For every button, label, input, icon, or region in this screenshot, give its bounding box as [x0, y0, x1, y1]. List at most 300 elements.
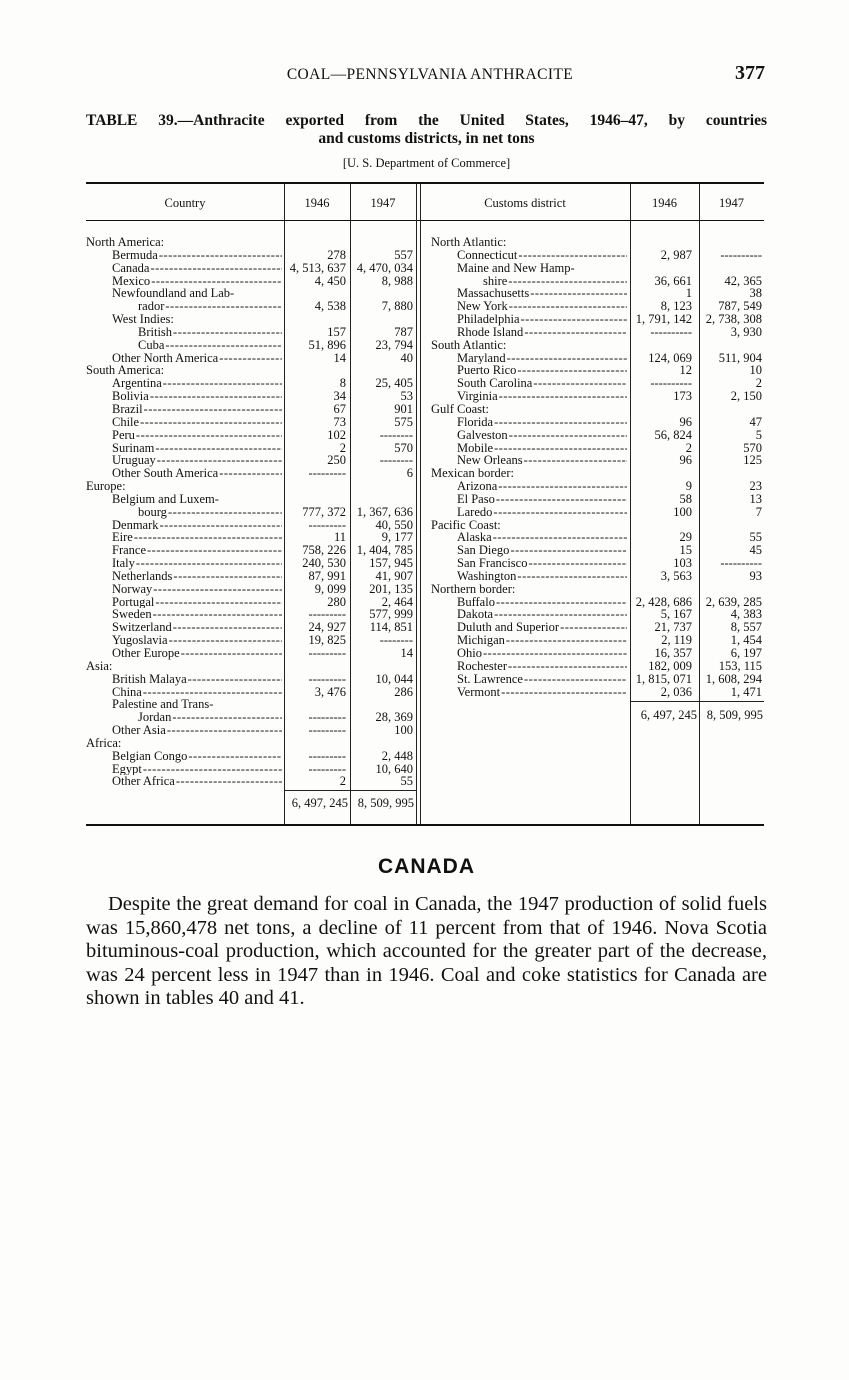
section-heading: CANADA: [378, 855, 475, 878]
table-top-rule: [86, 182, 764, 184]
country-value-1946: 9, 099: [314, 581, 346, 596]
country-value-1947: 157, 945: [369, 556, 413, 571]
country-row: [86, 377, 416, 390]
district-row: [431, 519, 764, 532]
country-value-1947: 6: [406, 466, 413, 481]
country-row: [86, 544, 416, 557]
district-label: Maryland -----: [457, 352, 627, 365]
district-label: Buffalo -----: [457, 596, 627, 609]
country-value-1946: 758, 226: [302, 543, 346, 558]
country-value-1946: 4, 538: [314, 299, 346, 314]
district-label: Laredo -----: [457, 506, 627, 519]
district-value-1947: 6, 197: [730, 646, 762, 660]
district-label: Philadelphia -----: [457, 313, 627, 326]
country-label: Mexico -----: [112, 275, 282, 288]
district-value-1946: 8, 123: [660, 299, 692, 314]
district-label: Massachusetts -----: [457, 287, 627, 300]
country-label: Jordan -----: [138, 711, 282, 724]
country-value-1947: 2, 464: [381, 594, 413, 609]
country-row: [86, 711, 416, 724]
country-row: [86, 236, 416, 249]
country-value-1947: --------: [379, 633, 413, 648]
country-value-1946: 11: [333, 530, 346, 545]
country-value-1946: 24, 927: [308, 620, 346, 635]
country-label: Other Asia -----: [112, 724, 282, 737]
district-label: Washington -----: [457, 570, 627, 583]
district-row: [431, 634, 764, 647]
country-value-1946: ---------: [308, 466, 346, 481]
district-label: Rhode Island -----: [457, 326, 627, 339]
district-value-1947: 1, 454: [730, 633, 762, 648]
district-row: [431, 454, 764, 467]
country-value-1946: 8: [339, 376, 346, 391]
district-value-1947: 13: [749, 491, 762, 506]
district-label: Mexican border:: [431, 467, 514, 481]
country-row: [86, 519, 416, 532]
district-value-1946: 21, 737: [654, 620, 692, 635]
country-label: British -----: [138, 326, 282, 339]
country-value-1947: 40, 550: [375, 517, 413, 532]
district-label: Rochester -----: [457, 660, 627, 673]
district-value-1946: 36, 661: [654, 273, 692, 288]
country-row: [86, 313, 416, 326]
country-label: Other Africa -----: [112, 775, 282, 788]
country-row: [86, 608, 416, 621]
district-value-1946: 2, 428, 686: [635, 594, 692, 609]
country-label: Europe:: [86, 480, 126, 493]
country-label: Africa:: [86, 736, 122, 750]
district-row: [431, 429, 764, 442]
district-value-1947: 5: [755, 427, 762, 442]
country-label: Cuba -----: [138, 339, 282, 352]
country-value-1947: 2, 448: [381, 748, 413, 763]
country-label: China -----: [112, 686, 282, 699]
country-value-1946: 14: [333, 350, 346, 365]
country-label: Uruguay -----: [112, 454, 282, 467]
country-value-1946: 2: [339, 774, 346, 789]
country-row: [86, 403, 416, 416]
country-row: [86, 300, 416, 313]
country-value-1947: 23, 794: [375, 337, 413, 352]
district-value-1946: 1, 791, 142: [635, 312, 692, 327]
country-label: Yugoslavia -----: [112, 634, 282, 647]
district-rows: [431, 236, 764, 698]
district-row: [431, 596, 764, 609]
district-value-1947: 23: [749, 479, 762, 494]
country-value-1947: 14: [400, 646, 413, 660]
column-divider: [416, 184, 417, 824]
country-label: rador -----: [138, 300, 282, 313]
district-label: North Atlantic:: [431, 236, 507, 249]
country-row: [86, 621, 416, 634]
country-row: [86, 647, 416, 660]
district-value-1947: 8, 557: [730, 620, 762, 635]
district-label: South Atlantic:: [431, 338, 507, 352]
district-label: South Carolina -----: [457, 377, 627, 390]
country-label: Argentina -----: [112, 377, 282, 390]
country-value-1947: 55: [400, 774, 413, 789]
country-value-1946: 4, 513, 637: [289, 260, 346, 275]
country-label: North America:: [86, 236, 165, 249]
district-value-1947: 55: [749, 530, 762, 545]
country-value-1946: ---------: [308, 671, 346, 686]
district-row: [431, 608, 764, 621]
district-value-1946: 2: [685, 440, 692, 455]
district-row: [431, 583, 764, 596]
country-value-1946: 157: [327, 324, 346, 339]
country-row: [86, 737, 416, 750]
table-header-rule: [86, 220, 764, 221]
country-label: Asia:: [86, 659, 113, 673]
district-row: [431, 544, 764, 557]
district-row: [431, 686, 764, 699]
country-label: South America:: [86, 364, 165, 378]
district-row: [431, 377, 764, 390]
header-1947-left: 1947: [370, 196, 396, 210]
district-value-1946: 58: [679, 491, 692, 506]
country-label: France -----: [112, 544, 282, 557]
district-value-1946: 100: [673, 504, 692, 519]
country-label: Surinam -----: [112, 442, 282, 455]
country-rows: [86, 236, 416, 788]
district-row: [431, 557, 764, 570]
country-label: Netherlands -----: [112, 570, 282, 583]
country-row: [86, 326, 416, 339]
district-row: [431, 364, 764, 377]
country-value-1947: 9, 177: [381, 530, 413, 545]
country-row: [86, 775, 416, 788]
country-row: [86, 287, 416, 300]
district-label: El Paso -----: [457, 493, 627, 506]
country-label: Eire -----: [112, 531, 282, 544]
district-row: [431, 442, 764, 455]
table-source: [U. S. Department of Commerce]: [342, 156, 511, 170]
district-value-1946: ----------: [650, 324, 692, 339]
country-row: [86, 570, 416, 583]
running-title: COAL—PENNSYLVANIA ANTHRACITE: [286, 66, 574, 83]
district-row: [431, 467, 764, 480]
district-value-1947: 45: [749, 543, 762, 558]
country-value-1946: 2: [339, 440, 346, 455]
country-label: Other Europe -----: [112, 647, 282, 660]
country-value-1946: 34: [333, 389, 346, 404]
district-value-1947: 153, 115: [718, 658, 762, 673]
country-label: Other North America -----: [112, 352, 282, 365]
district-label: Dakota -----: [457, 608, 627, 621]
country-value-1947: 25, 405: [375, 376, 413, 391]
district-value-1946: 56, 824: [654, 427, 692, 442]
country-row: [86, 352, 416, 365]
district-row: [431, 621, 764, 634]
district-label: Maine and New Hamp-: [457, 261, 575, 275]
district-value-1947: 570: [743, 440, 762, 455]
district-row: [431, 275, 764, 288]
country-value-1946: 278: [327, 247, 346, 262]
country-value-1947: --------: [379, 453, 413, 468]
country-value-1946: ---------: [308, 607, 346, 622]
country-row: [86, 698, 416, 711]
country-value-1946: ---------: [308, 748, 346, 763]
district-value-1947: 125: [743, 453, 762, 468]
country-row: [86, 506, 416, 519]
district-value-1946: 9: [685, 479, 692, 494]
district-value-1947: ----------: [720, 247, 762, 262]
country-row: [86, 583, 416, 596]
country-label: Denmark -----: [112, 519, 282, 532]
table-title-rest: and customs districts, in net tons: [318, 130, 535, 147]
district-value-1946: 96: [679, 414, 692, 429]
district-row: [431, 570, 764, 583]
country-row: [86, 557, 416, 570]
district-value-1946: 103: [673, 556, 692, 571]
country-value-1947: 901: [394, 401, 413, 416]
district-value-1947: 10: [749, 363, 762, 378]
district-label: Florida -----: [457, 416, 627, 429]
right-total-1947: 8, 509, 995: [706, 708, 763, 722]
country-value-1947: 7, 880: [381, 299, 413, 314]
country-row: [86, 686, 416, 699]
country-value-1947: 787: [394, 324, 413, 339]
country-value-1947: 8, 988: [381, 273, 413, 288]
district-label: Virginia -----: [457, 390, 627, 403]
district-value-1947: 1, 608, 294: [705, 671, 762, 686]
district-label: Mobile -----: [457, 442, 627, 455]
district-value-1947: 1, 471: [730, 684, 762, 699]
country-label: Newfoundland and Lab-: [112, 287, 235, 301]
district-value-1947: 787, 549: [718, 299, 762, 314]
right-total-1946: 6, 497, 245: [640, 708, 697, 722]
district-value-1946: 15: [679, 543, 692, 558]
country-row: [86, 442, 416, 455]
district-row: [431, 673, 764, 686]
district-row: [431, 352, 764, 365]
district-label: Connecticut -----: [457, 249, 627, 262]
country-label: Canada -----: [112, 262, 282, 275]
district-row: [431, 249, 764, 262]
table-bottom-rule: [86, 824, 764, 826]
district-label: Michigan -----: [457, 634, 627, 647]
country-label: Portugal -----: [112, 596, 282, 609]
district-value-1946: 5, 167: [660, 607, 692, 622]
country-value-1946: ---------: [308, 761, 346, 776]
country-label: Egypt -----: [112, 763, 282, 776]
district-row: [431, 493, 764, 506]
country-value-1947: 201, 135: [369, 581, 413, 596]
export-table: [86, 182, 764, 828]
district-value-1946: 96: [679, 453, 692, 468]
district-label: Puerto Rico -----: [457, 364, 627, 377]
district-label: St. Lawrence -----: [457, 673, 627, 686]
country-row: [86, 724, 416, 737]
district-value-1946: 182, 009: [648, 658, 692, 673]
district-label: Northern border:: [431, 582, 516, 596]
district-value-1946: 12: [679, 363, 692, 378]
country-value-1946: ---------: [308, 710, 346, 725]
district-label: Duluth and Superior -----: [457, 621, 627, 634]
district-label: Pacific Coast:: [431, 518, 501, 532]
district-value-1946: 2, 987: [660, 247, 692, 262]
country-row: [86, 339, 416, 352]
country-label: Palestine and Trans-: [112, 698, 214, 712]
header-country: Country: [164, 196, 206, 210]
country-value-1946: ---------: [308, 646, 346, 660]
district-label: Vermont -----: [457, 686, 627, 699]
district-value-1947: 93: [749, 568, 762, 583]
header-1946-left: 1946: [304, 196, 330, 210]
header-customs-district: Customs district: [484, 196, 566, 210]
district-row: [431, 339, 764, 352]
left-total-1947: 8, 509, 995: [357, 796, 414, 810]
district-value-1947: 38: [749, 286, 762, 301]
country-label: bourg -----: [138, 506, 282, 519]
country-value-1947: 1, 404, 785: [356, 543, 413, 558]
country-value-1947: 114, 851: [369, 620, 413, 635]
district-label: Ohio -----: [457, 647, 627, 660]
district-value-1947: ----------: [720, 556, 762, 571]
table-title-lead: TABLE 39.—Anthracite exported from the United States, 1946–47, by countries: [86, 112, 767, 129]
district-value-1947: 3, 930: [730, 324, 762, 339]
country-row: [86, 249, 416, 262]
country-label: Italy -----: [112, 557, 282, 570]
district-value-1947: 7: [755, 504, 762, 519]
country-value-1947: 10, 640: [375, 761, 413, 776]
country-value-1946: 4, 450: [314, 273, 346, 288]
country-value-1947: 40: [400, 350, 413, 365]
country-value-1947: --------: [379, 427, 413, 442]
header-1946-right: 1946: [652, 196, 677, 210]
country-label: Brazil -----: [112, 403, 282, 416]
district-label: Galveston -----: [457, 429, 627, 442]
district-value-1946: 29: [679, 530, 692, 545]
left-total-1946: 6, 497, 245: [291, 796, 348, 810]
country-value-1946: 51, 896: [308, 337, 346, 352]
district-value-1946: 173: [673, 389, 692, 404]
district-row: [431, 390, 764, 403]
column-divider: [420, 184, 421, 824]
district-value-1947: 2, 738, 308: [705, 312, 762, 327]
district-row: [431, 403, 764, 416]
country-row: [86, 634, 416, 647]
table-title: [86, 112, 767, 148]
district-label: San Francisco -----: [457, 557, 627, 570]
country-label: Norway -----: [112, 583, 282, 596]
district-value-1947: 47: [749, 414, 762, 429]
country-label: Chile -----: [112, 416, 282, 429]
country-row: [86, 275, 416, 288]
country-label: Belgium and Luxem-: [112, 492, 219, 506]
country-row: [86, 429, 416, 442]
country-value-1946: 240, 530: [302, 556, 346, 571]
district-value-1947: 2: [755, 376, 762, 391]
country-label: Peru -----: [112, 429, 282, 442]
district-value-1946: 16, 357: [654, 646, 692, 660]
district-label: San Diego -----: [457, 544, 627, 557]
country-value-1946: 19, 825: [308, 633, 346, 648]
district-value-1947: 2, 639, 285: [705, 594, 762, 609]
district-label: shire -----: [483, 275, 627, 288]
country-row: [86, 454, 416, 467]
district-row: [431, 660, 764, 673]
country-value-1946: 87, 991: [308, 568, 346, 583]
country-label: West Indies:: [112, 313, 174, 326]
page-number: 377: [735, 62, 765, 84]
district-row: [431, 480, 764, 493]
district-row: [431, 416, 764, 429]
country-value-1947: 100: [394, 723, 413, 738]
country-label: Belgian Congo -----: [112, 750, 282, 763]
district-row: [431, 506, 764, 519]
district-value-1946: 1: [685, 286, 692, 301]
country-value-1947: 570: [394, 440, 413, 455]
country-value-1947: 41, 907: [375, 568, 413, 583]
country-value-1947: 286: [394, 684, 413, 699]
country-value-1946: ---------: [308, 517, 346, 532]
left-total-rule: [284, 790, 416, 791]
country-label: Switzerland -----: [112, 621, 282, 634]
district-label: New Orleans -----: [457, 454, 627, 467]
district-label: Arizona -----: [457, 480, 627, 493]
country-row: [86, 596, 416, 609]
country-value-1947: 53: [400, 389, 413, 404]
country-value-1946: 250: [327, 453, 346, 468]
country-value-1946: 777, 372: [302, 504, 346, 519]
country-value-1947: 10, 044: [375, 671, 413, 686]
country-row: [86, 480, 416, 493]
district-row: [431, 313, 764, 326]
country-label: Bermuda -----: [112, 249, 282, 262]
right-total-rule: [630, 701, 764, 702]
district-label: Gulf Coast:: [431, 402, 489, 416]
country-value-1947: 575: [394, 414, 413, 429]
country-label: Sweden -----: [112, 608, 282, 621]
district-value-1947: 4, 383: [730, 607, 762, 622]
country-value-1946: 67: [333, 401, 346, 416]
country-value-1946: ---------: [308, 723, 346, 738]
country-row: [86, 750, 416, 763]
header-1947-right: 1947: [719, 196, 744, 210]
district-value-1947: 42, 365: [724, 273, 762, 288]
district-row: [431, 531, 764, 544]
district-row: [431, 287, 764, 300]
district-value-1946: 2, 119: [661, 633, 692, 648]
district-value-1946: 3, 563: [660, 568, 692, 583]
country-label: Other South America -----: [112, 467, 282, 480]
country-row: [86, 390, 416, 403]
body-paragraph: Despite the great demand for coal in Canada, the 1947 production of solid fuels was 15,860,478 net tons, a decline of 11 percent from that of 1946. Nova Scotia bituminous-coal production, which accounted for the greater part of the decrease, was 24 percent less in 1947 than in 1946. Coal and coke statistics for Canada are shown in tables 40 and 41.: [86, 893, 767, 1009]
country-value-1946: 102: [327, 427, 346, 442]
district-label: Alaska -----: [457, 531, 627, 544]
country-value-1946: 3, 476: [314, 684, 346, 699]
country-value-1947: 557: [394, 247, 413, 262]
country-value-1947: 1, 367, 636: [356, 504, 413, 519]
district-value-1946: 124, 069: [648, 350, 692, 365]
district-row: [431, 262, 764, 275]
district-value-1946: 2, 036: [660, 684, 692, 699]
district-value-1947: 511, 904: [718, 350, 762, 365]
country-value-1947: 28, 369: [375, 710, 413, 725]
district-value-1946: 1, 815, 071: [635, 671, 692, 686]
country-row: [86, 364, 416, 377]
country-label: Bolivia -----: [112, 390, 282, 403]
country-value-1947: 577, 999: [369, 607, 413, 622]
country-value-1947: 4, 470, 034: [356, 260, 413, 275]
district-row: [431, 236, 764, 249]
district-row: [431, 647, 764, 660]
country-label: British Malaya -----: [112, 673, 282, 686]
country-row: [86, 763, 416, 776]
country-row: [86, 493, 416, 506]
country-row: [86, 416, 416, 429]
